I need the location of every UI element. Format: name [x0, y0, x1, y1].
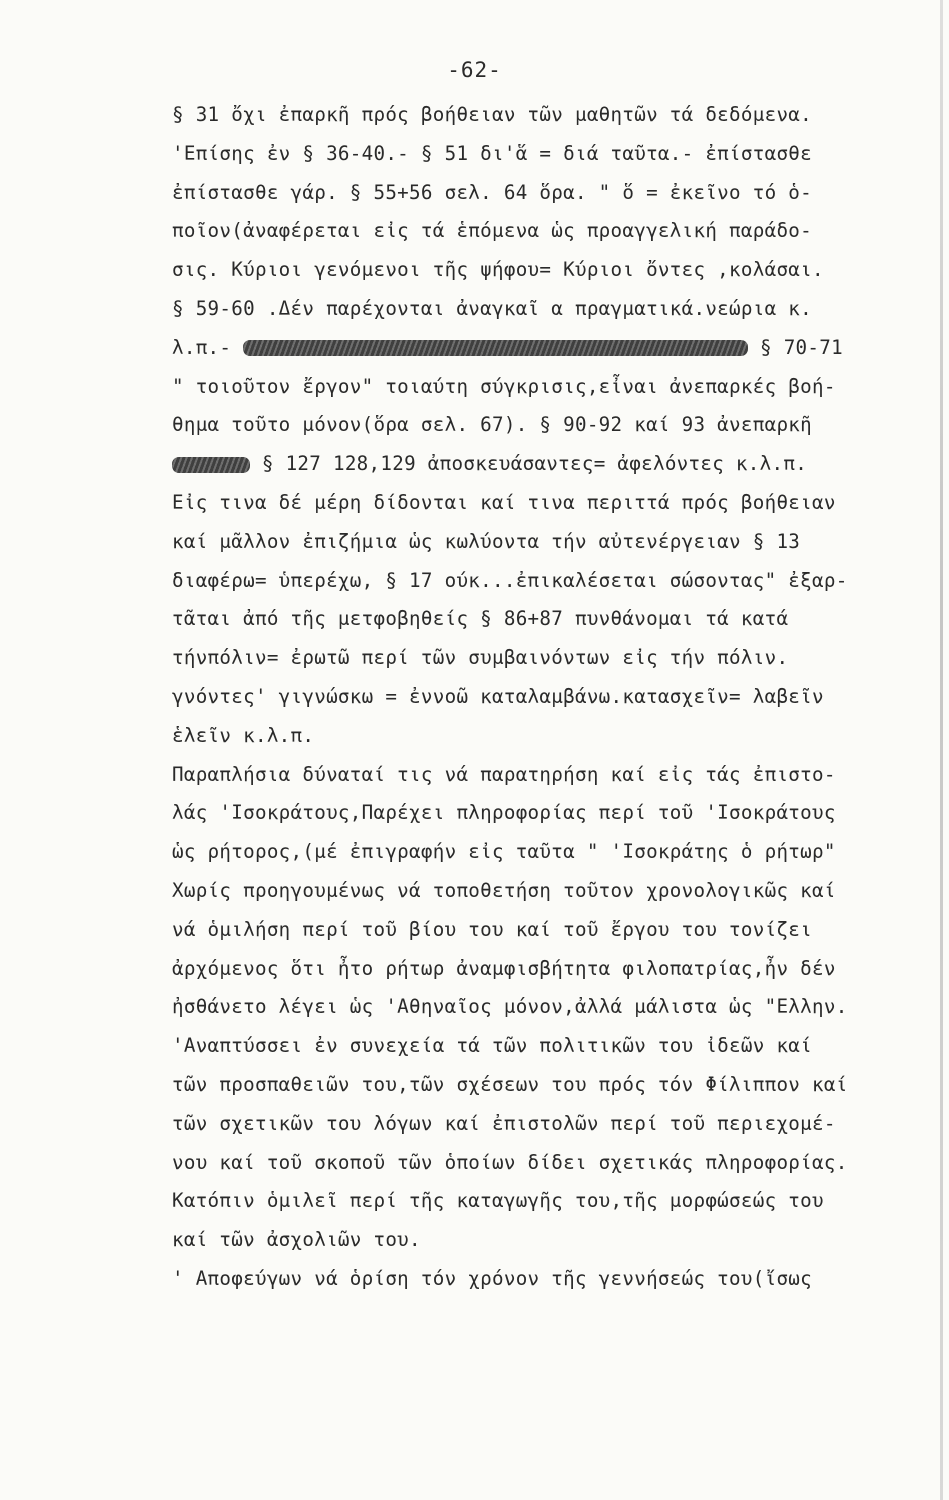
text-line: § 127 128,129 ἀποσκευάσαντες= ἀφελόντες κ.λ.π. — [172, 445, 932, 484]
text-line: § 59-60 .Δέν παρέχονται ἀναγκαῖ α πραγματικά.νεώρια κ. — [172, 296, 812, 320]
text-line: ὡς ρήτορος,(μέ ἐπιγραφήν εἰς ταῦτα " 'Ισοκράτης ὁ ρήτωρ" — [172, 840, 836, 864]
text-line: " τοιοῦτον ἔργον" τοιαύτη σύγκρισις,εἶναι ἀνεπαρκές βοή- — [172, 374, 836, 398]
page-number: -62- — [447, 58, 502, 82]
text-line: καί τῶν ἀσχολιῶν του. — [172, 1228, 421, 1252]
text-line: Παραπλήσια δύναταί τις νά παρατηρήση καί εἰς τάς ἐπιστο- — [172, 762, 836, 786]
text-line: θημα τοῦτο μόνον(ὅρα σελ. 67). § 90-92 καί 93 ἀνεπαρκῆ — [172, 413, 812, 437]
text-line: λ.π.- § 70-71 — [172, 335, 843, 359]
text-line: ἑλεῖν κ.λ.π. — [172, 723, 315, 747]
text-line: ἀρχόμενος ὅτι ἦτο ρήτωρ ἀναμφισβήτητα φιλοπατρίας,ἦν δέν — [172, 956, 836, 980]
text-line: σις. Κύριοι γενόμενοι τῆς ψήφου= Κύριοι ὄντες ,κολάσαι. — [172, 258, 824, 282]
text-line: 'Αναπτύσσει ἐν συνεχεία τά τῶν πολιτικῶν του ἰδεῶν καί — [172, 1034, 812, 1058]
text-line: ἠσθάνετο λέγει ὡς 'Αθηναῖος μόνον,ἀλλά μάλιστα ὡς "Ελλην. — [172, 995, 848, 1019]
text-line: ἐπίστασθε γάρ. § 55+56 σελ. 64 ὅρα. " ὅ = ἐκεῖνο τό ὁ- — [172, 180, 812, 204]
text-line: ποῖον(ἀναφέρεται εἰς τά ἑπόμενα ὡς προαγγελική παράδο- — [172, 219, 812, 243]
crossed-out-text — [243, 340, 748, 356]
text-line: τᾶται ἀπό τῆς μετφοβηθείς § 86+87 πυνθάνομαι τά κατά — [172, 607, 789, 631]
text-line: νου καί τοῦ σκοποῦ τῶν ὁποίων δίδει σχετικάς πληροφορίας. — [172, 1150, 848, 1174]
text-line: 'Επίσης ἐν § 36-40.- § 51 δι'ἅ = διά ταῦτα.- ἐπίστασθε — [172, 141, 812, 165]
text-line: ' Αποφεύγων νά ὁρίση τόν χρόνον τῆς γεννήσεώς του(ἴσως — [172, 1266, 812, 1290]
typed-text-body — [172, 96, 932, 1299]
text-line: γνόντες' γιγνώσκω = ἐννοῶ καταλαμβάνω.κατασχεῖν= λαβεῖν — [172, 684, 824, 708]
text-line: διαφέρω= ὑπερέχω, § 17 ούκ...ἐπικαλέσεται σώσοντας" ἐξαρ- — [172, 568, 848, 592]
text-line: νά ὁμιλήση περί τοῦ βίου του καί τοῦ ἔργου του τονίζει — [172, 917, 812, 941]
crossed-out-text — [172, 457, 250, 473]
text-line: καί μᾶλλον ἐπιζήμια ὡς κωλύοντα τήν αὐτενέργειαν § 13 — [172, 529, 801, 553]
text-line: τήνπόλιν= ἐρωτῶ περί τῶν συμβαινόντων εἰς τήν πόλιν. — [172, 646, 789, 670]
text-line: Κατόπιν ὁμιλεῖ περί τῆς καταγωγῆς του,τῆς μορφώσεώς του — [172, 1189, 824, 1213]
text-line: τῶν προσπαθειῶν του,τῶν σχέσεων του πρός τόν Φίλιππον καί — [172, 1072, 848, 1096]
page-edge-shadow — [940, 0, 943, 1500]
text-line: τῶν σχετικῶν του λόγων καί ἐπιστολῶν περί τοῦ περιεχομέ- — [172, 1111, 836, 1135]
text-line: § 31 ὄχι ἐπαρκῆ πρός βοήθειαν τῶν μαθητῶν τά δεδόμενα. — [172, 103, 812, 126]
text-line: Χωρίς προηγουμένως νά τοποθετήση τοῦτον χρονολογικῶς καί — [172, 878, 836, 902]
text-line: Εἰς τινα δέ μέρη δίδονται καί τινα περιττά πρός βοήθειαν — [172, 490, 836, 514]
text-line: λάς 'Ισοκράτους,Παρέχει πληροφορίας περί τοῦ 'Ισοκράτους — [172, 801, 836, 825]
